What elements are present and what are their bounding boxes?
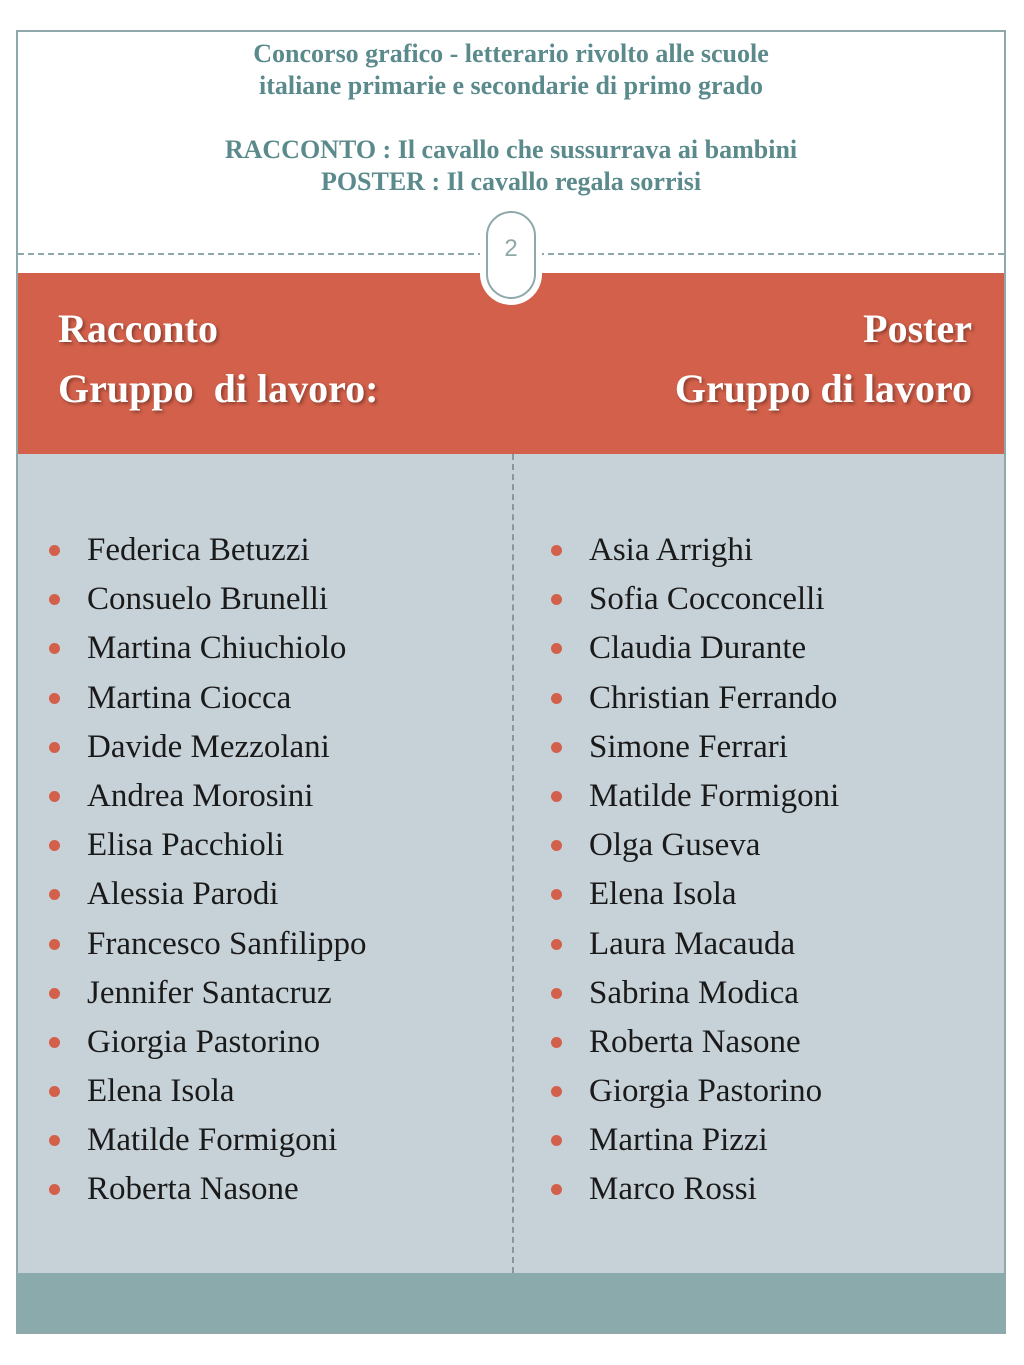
title-line-4: POSTER : Il cavallo regala sorrisi [320,167,702,196]
bullet-icon [551,594,562,605]
list-item [548,575,839,624]
list-item [46,1067,367,1116]
member-name: Elena Isola [87,1073,235,1110]
member-name: Marco Rossi [589,1171,757,1208]
list-item [548,1165,839,1214]
bullet-icon [551,693,562,704]
member-name: Sabrina Modica [589,974,799,1011]
bullet-icon [49,988,60,999]
member-name: Claudia Durante [589,630,807,667]
list-item [548,1116,839,1165]
bullet-icon [49,594,60,605]
title-line-1: Concorso grafico - letterario rivolto alle scuole [253,39,769,68]
bullet-icon [551,791,562,802]
list-item [548,969,839,1018]
list-item [46,1165,367,1214]
member-name: Martina Ciocca [87,679,292,716]
list-item [46,969,367,1018]
page-number: 2 [504,235,518,262]
list-item [46,624,367,673]
names-area [18,454,1004,1273]
bullet-icon [49,791,60,802]
member-name: Olga Guseva [589,827,761,864]
bullet-icon [49,1086,60,1097]
bullet-icon [551,1086,562,1097]
column-divider [512,454,514,1273]
list-item [548,1067,839,1116]
right-header-line-2: Gruppo di lavoro [674,366,972,411]
list-item [548,526,839,575]
list-item [548,674,839,723]
list-item [46,674,367,723]
bullet-icon [49,643,60,654]
bullet-icon [49,939,60,950]
bullet-icon [49,545,60,556]
member-name: Elisa Pacchioli [87,827,285,864]
bullet-icon [49,742,60,753]
list-item [548,772,839,821]
bullet-icon [551,840,562,851]
bullet-icon [551,1037,562,1048]
bullet-icon [49,1135,60,1146]
page-number-badge [480,205,542,305]
member-name: Martina Chiuchiolo [87,630,347,667]
member-name: Christian Ferrando [589,679,838,716]
member-name: Matilde Formigoni [589,777,840,814]
member-name: Sofia Cocconcelli [589,581,825,618]
right-header-line-1: Poster [863,306,972,351]
member-name: Jennifer Santacruz [87,974,332,1011]
list-item [46,1116,367,1165]
left-header-line-1: Racconto [58,306,218,351]
member-name: Martina Pizzi [589,1122,768,1159]
list-item [46,723,367,772]
list-item [46,920,367,969]
list-item [46,1018,367,1067]
list-item [46,526,367,575]
left-column-header [58,299,378,419]
member-name: Elena Isola [589,876,737,913]
bullet-icon [551,1135,562,1146]
member-name: Roberta Nasone [589,1023,801,1060]
footer-band [18,1273,1004,1332]
bullet-icon [49,889,60,900]
bullet-icon [551,889,562,900]
list-item [46,870,367,919]
member-name: Federica Betuzzi [87,532,310,568]
member-name: Consuelo Brunelli [87,581,329,618]
bullet-icon [49,1184,60,1195]
bullet-icon [551,643,562,654]
title-line-2: italiane primarie e secondarie di primo grado [258,71,764,100]
list-item [548,723,839,772]
list-item [46,772,367,821]
bullet-icon [551,988,562,999]
bullet-icon [49,693,60,704]
bullet-icon [551,742,562,753]
title-line-3: RACCONTO : Il cavallo che sussurrava ai bambini [224,135,798,164]
left-header-line-2: Gruppo di lavoro: [58,366,379,411]
right-column-header [675,299,972,419]
list-item [46,821,367,870]
list-item [548,1018,839,1067]
list-item [548,624,839,673]
member-name: Alessia Parodi [87,876,279,913]
member-name: Francesco Sanfilippo [87,925,367,962]
bullet-icon [551,545,562,556]
member-name: Asia Arrighi [589,532,754,568]
member-name: Simone Ferrari [589,728,788,765]
bullet-icon [551,939,562,950]
list-item [46,575,367,624]
member-name: Roberta Nasone [87,1171,299,1208]
member-name: Davide Mezzolani [87,728,330,765]
list-item [548,821,839,870]
list-item [548,870,839,919]
bullet-icon [49,840,60,851]
member-name: Andrea Morosini [87,777,314,814]
list-item [548,920,839,969]
racconto-group-list [46,526,367,1215]
member-name: Giorgia Pastorino [589,1073,823,1110]
poster-group-list [548,526,839,1215]
member-name: Matilde Formigoni [87,1122,338,1159]
member-name: Laura Macauda [589,925,796,962]
bullet-icon [551,1184,562,1195]
member-name: Giorgia Pastorino [87,1023,321,1060]
bullet-icon [49,1037,60,1048]
